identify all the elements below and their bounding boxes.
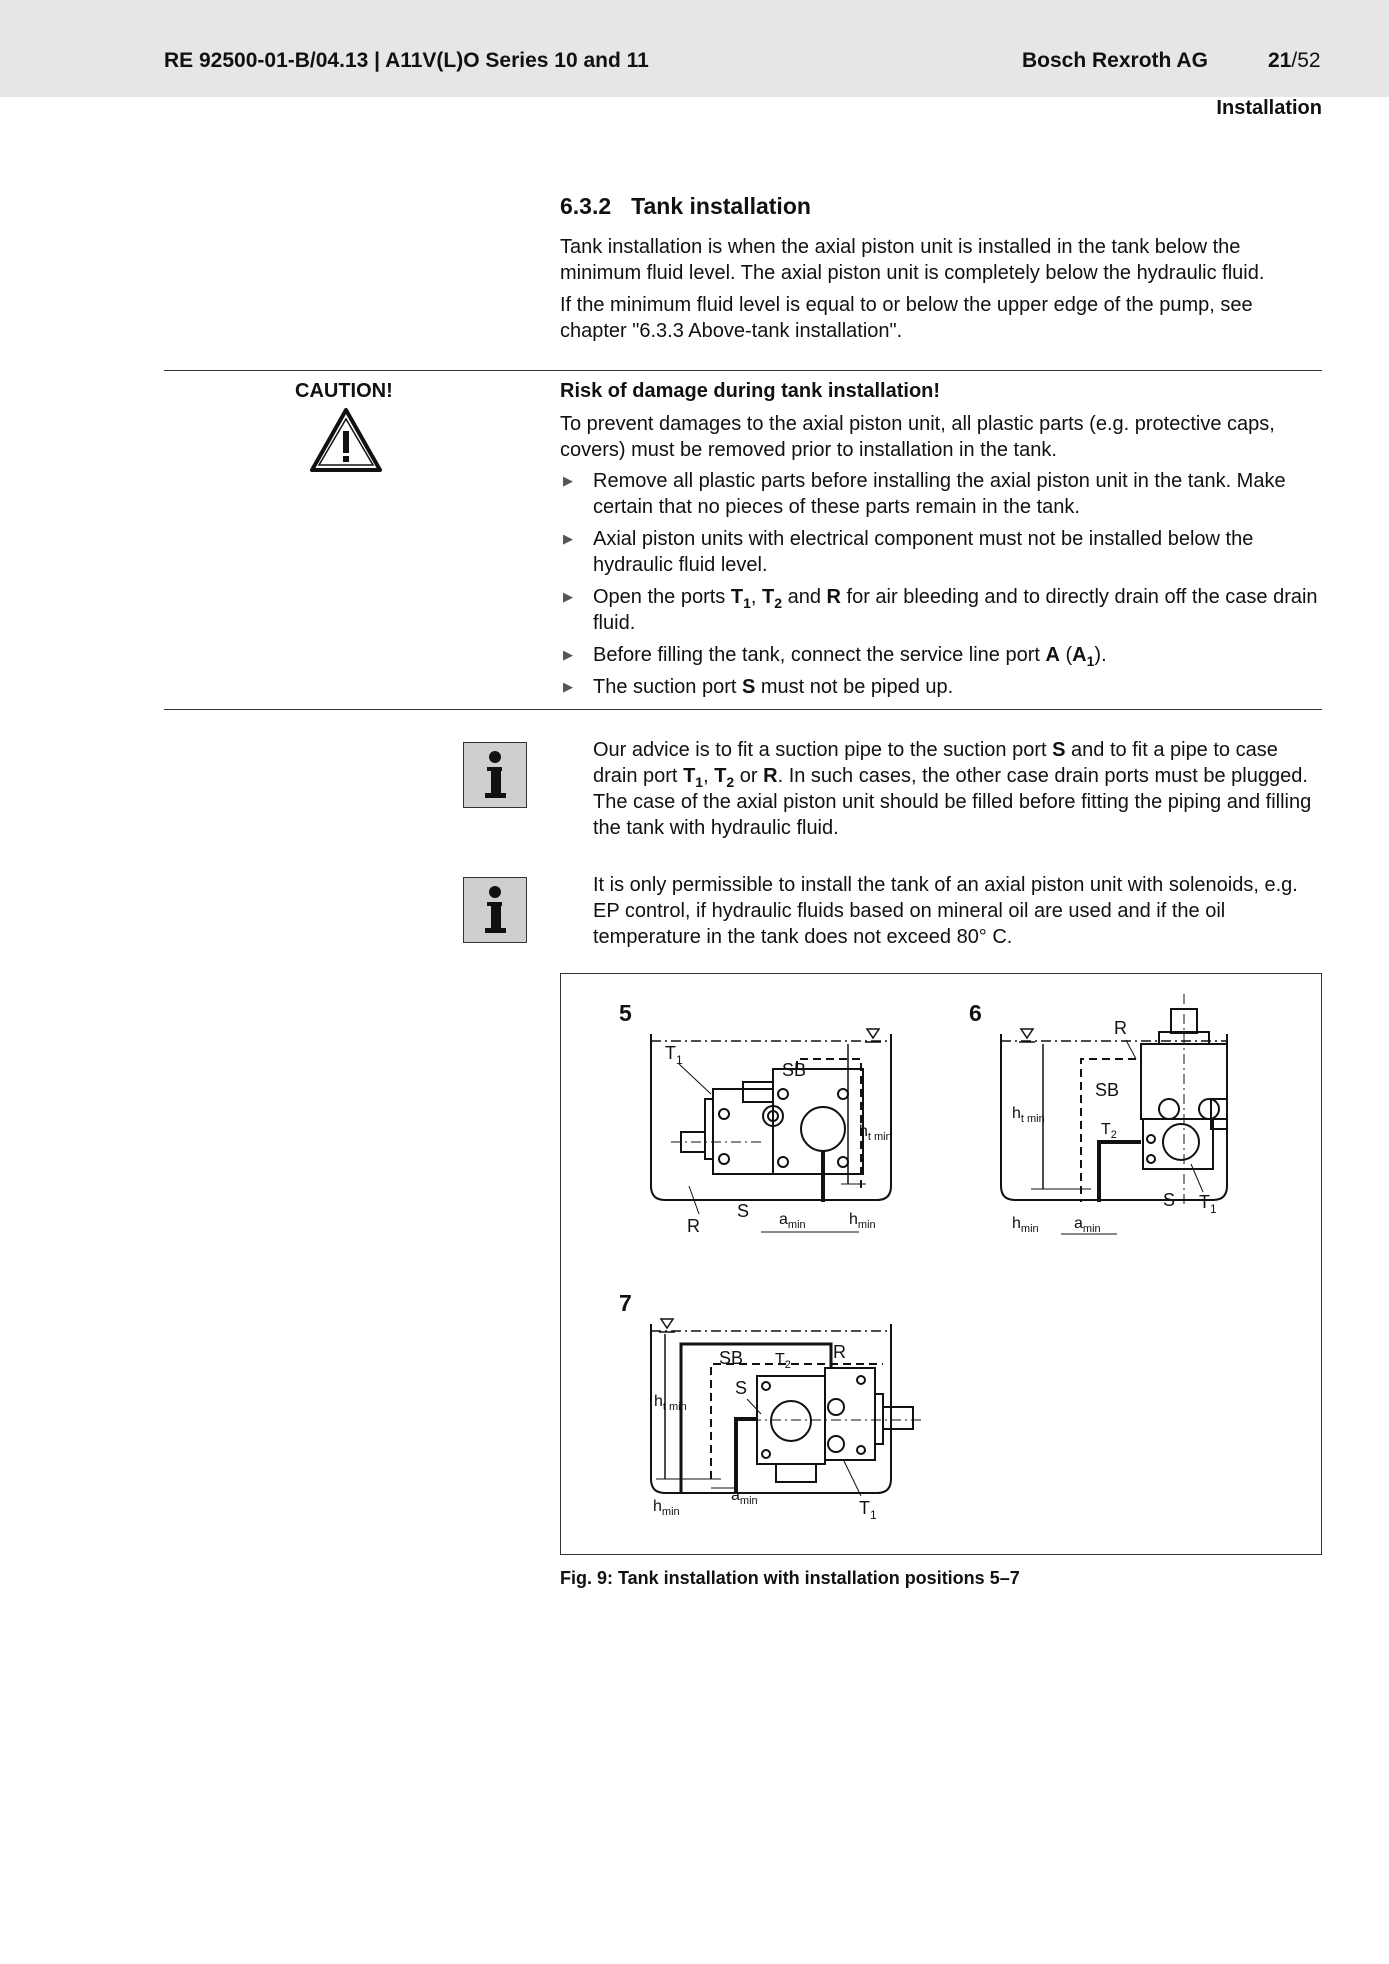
caution-label: CAUTION! xyxy=(295,380,393,402)
label-h-min: $h_{min}$ xyxy=(653,1498,680,1518)
port-label-S: S xyxy=(1163,1190,1176,1210)
bullet-arrow-icon: ▶ xyxy=(563,473,573,488)
figure-caption: Fig. 9: Tank installation with installation positions 5–7 xyxy=(560,1568,1020,1588)
port-label-R: R xyxy=(687,1216,700,1236)
label-SB: SB xyxy=(782,1060,807,1080)
bullet-arrow-icon: ▶ xyxy=(563,679,573,694)
port-label-R: R xyxy=(1114,1018,1127,1038)
port-label-S: S xyxy=(737,1201,750,1221)
bullet-arrow-icon: ▶ xyxy=(563,589,573,604)
label-h-min: $h_{min}$ xyxy=(1012,1215,1039,1235)
info-icon xyxy=(463,742,527,808)
bullet-arrow-icon: ▶ xyxy=(563,647,573,662)
position-6-label: 6 xyxy=(969,1000,982,1026)
label-h-min: $h_{min}$ xyxy=(849,1211,876,1231)
info-icon xyxy=(463,877,527,943)
label-a-min: $a_{min}$ xyxy=(779,1211,806,1231)
list-item: ▶ Axial piston units with electrical component must not be installed below the hydraulic fluid level. xyxy=(563,528,1254,576)
tank-installation-figure xyxy=(560,973,1322,1555)
caution-top-rule xyxy=(164,370,1322,371)
list-item: ▶ The suction port S must not be piped up. xyxy=(563,676,954,698)
label-SB: SB xyxy=(1095,1080,1120,1100)
port-label-T2: $T_2$ xyxy=(1101,1121,1117,1141)
intro-paragraph: Tank installation is when the axial piston unit is installed in the tank below the minimum fluid level. The axial piston unit is completely below the hydraulic fluid. xyxy=(560,236,1265,284)
caution-title: Risk of damage during tank installation! xyxy=(560,380,941,402)
caution-bottom-rule xyxy=(164,709,1322,710)
page-total: /52 xyxy=(1291,49,1321,72)
section-title-text: Tank installation xyxy=(631,193,811,219)
port-label-T1: $T_1$ xyxy=(859,1498,877,1522)
label-h-t-min: $h_{t min}$ xyxy=(859,1123,892,1143)
warning-triangle-icon xyxy=(309,407,383,478)
port-label-S: S xyxy=(735,1378,748,1398)
info-note-solenoids: It is only permissible to install the tank of an axial piston unit with solenoids, e.g. EP control, if hydraulic fluids based on mineral oil are used and if the oil temperature in the tank does not exceed 80° C. xyxy=(593,874,1298,948)
section-title xyxy=(560,193,811,220)
list-item: ▶ Before filling the tank, connect the service line port A $(A_1)$. xyxy=(563,644,1107,669)
page-number xyxy=(1268,49,1321,73)
label-a-min: $a_{min}$ xyxy=(1074,1215,1101,1235)
bullet-arrow-icon: ▶ xyxy=(563,531,573,546)
reference-paragraph: If the minimum fluid level is equal to or below the upper edge of the pump, see chapter "6.3.3 Above-tank installation". xyxy=(560,294,1253,342)
position-5-diagram xyxy=(619,1000,892,1236)
port-label-T1: $T_1$ xyxy=(1199,1192,1217,1216)
position-7-diagram xyxy=(619,1290,921,1522)
page-current: 21 xyxy=(1268,49,1292,72)
label-SB: SB xyxy=(719,1348,744,1368)
position-5-label: 5 xyxy=(619,1000,632,1026)
port-label-T2: $T_2$ xyxy=(775,1351,791,1371)
port-label-R: R xyxy=(833,1342,846,1362)
list-item: ▶ Open the ports $T_1$, $T_2$ and R for air bleeding and to directly drain off the case drain fluid. xyxy=(563,586,1318,634)
port-label-T1: $T_1$ xyxy=(665,1043,683,1067)
company-name: Bosch Rexroth AG xyxy=(1022,49,1208,72)
list-item: ▶ Remove all plastic parts before installing the axial piston unit in the tank. Make certain that no pieces of these parts remain in the tank. xyxy=(563,470,1286,518)
section-number: 6.3.2 xyxy=(560,193,612,219)
label-h-t-min: $h_{t min}$ xyxy=(1012,1105,1045,1125)
section-header: Installation xyxy=(1216,97,1322,119)
label-a-min: $a_{min}$ xyxy=(731,1487,758,1507)
position-6-diagram xyxy=(969,994,1227,1235)
caution-bullet-list xyxy=(560,468,1322,706)
caution-text: To prevent damages to the axial piston unit, all plastic parts (e.g. protective caps, covers) must be removed prior to installation in the tank. xyxy=(560,413,1275,461)
document-reference: RE 92500-01-B/04.13 | A11V(L)O Series 10 and 11 xyxy=(164,49,649,72)
label-h-t-min: $h_{t min}$ xyxy=(654,1393,687,1413)
info-note-piping: Our advice is to fit a suction pipe to the suction port S and to fit a pipe to case drain port $T_1$, $T_2$ or R. In such cases, the other case drain ports must be plugged. The case of the axial piston unit should be filled before fitting the piping and filling the tank with hydraulic fluid. xyxy=(593,739,1312,839)
position-7-label: 7 xyxy=(619,1290,632,1316)
